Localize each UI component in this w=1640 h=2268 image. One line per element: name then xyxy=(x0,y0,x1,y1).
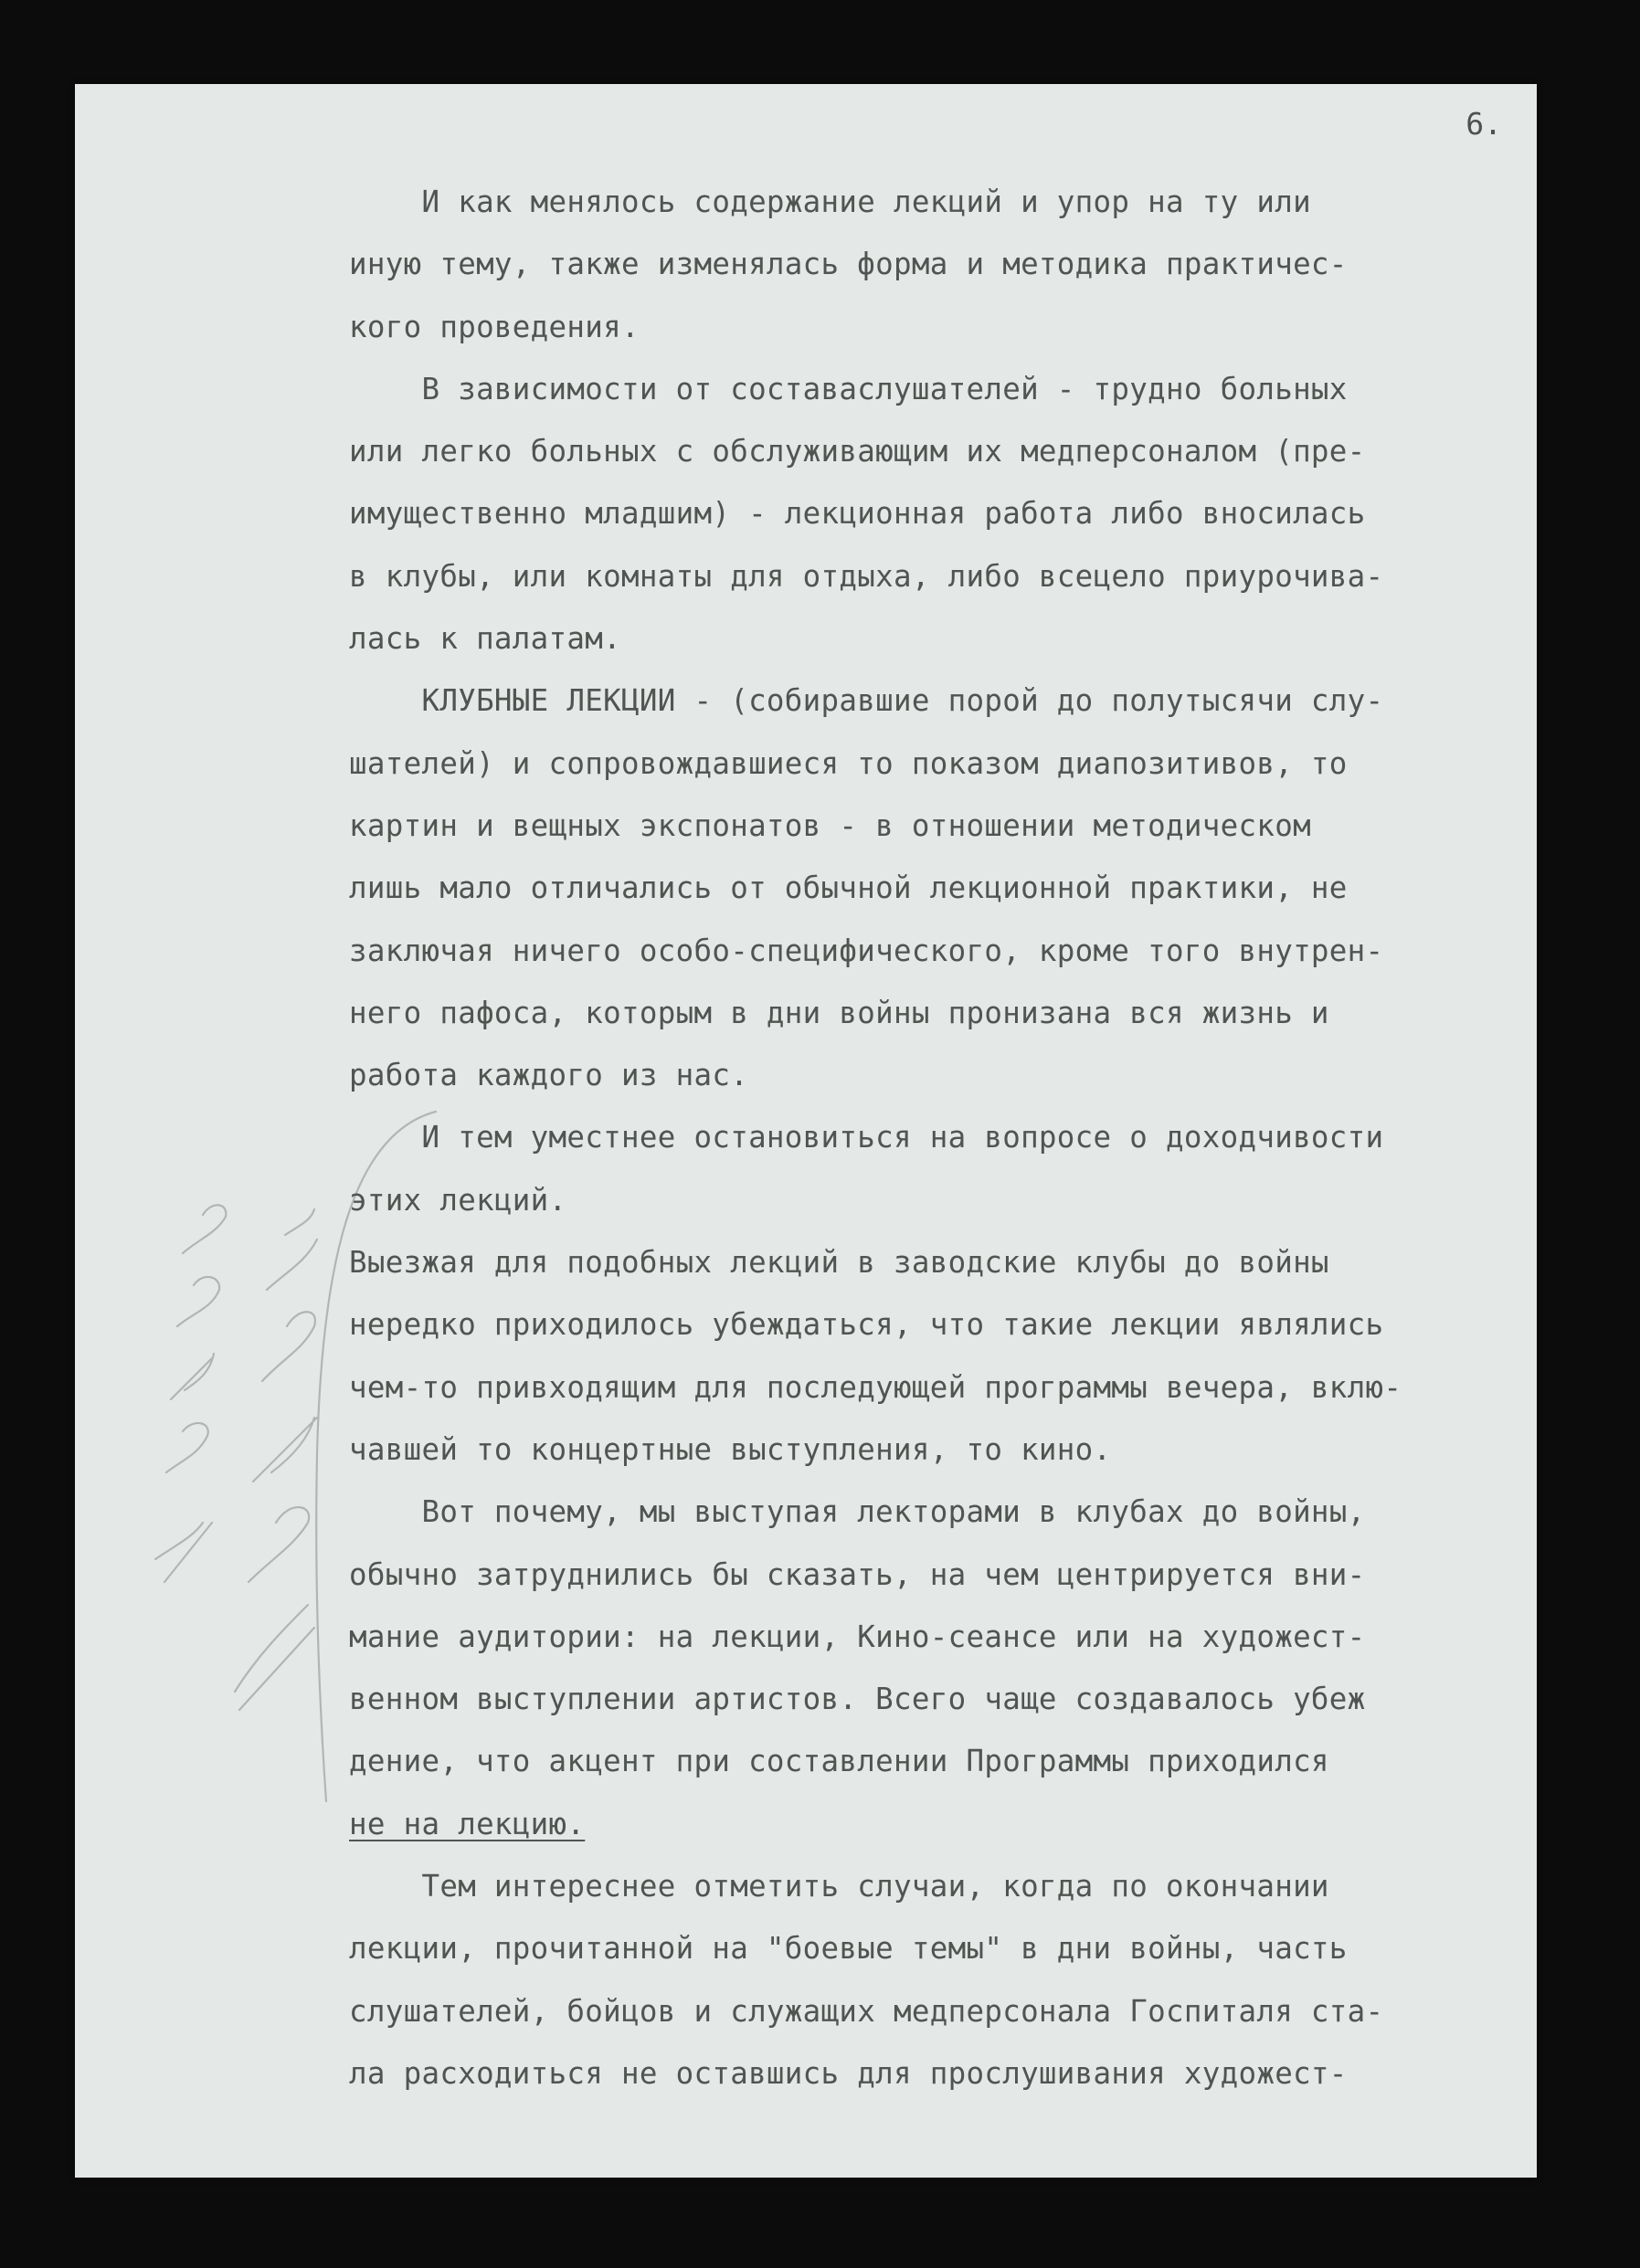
text-line: кого проведения. xyxy=(349,309,640,344)
underlined-line-wrapper xyxy=(349,1793,1537,1855)
text-line: венном выступлении артистов. Всего чаще создавалось убеж xyxy=(349,1682,1366,1717)
text-line: ла расходиться не оставшись для прослушивания художест- xyxy=(349,2055,1348,2091)
text-line: Тем интереснее отметить случаи, когда по окончании xyxy=(349,1869,1329,1904)
text-line: нередко приходилось убеждаться, что такие лекции являлись xyxy=(349,1307,1384,1343)
typewritten-text xyxy=(349,171,1537,2104)
text-line: работа каждого из нас. xyxy=(349,1058,749,1093)
text-line: иную тему, также изменялась форма и методика практичес- xyxy=(349,247,1348,282)
text-line: заключая ничего особо-специфического, кроме того внутрен- xyxy=(349,933,1384,968)
text-line: лекции, прочитанной на "боевые темы" в дни войны, часть xyxy=(349,1931,1348,1967)
text-line: мание аудитории: на лекции, Кино-сеансе или на художест- xyxy=(349,1619,1366,1654)
text-line: И тем уместнее остановиться на вопросе о доходчивости xyxy=(349,1120,1384,1155)
text-line: И как менялось содержание лекций и упор на ту или xyxy=(349,185,1311,219)
text-line: дение, что акцент при составлении Программы приходился xyxy=(349,1744,1329,1779)
text-line: В зависимости от составаслушателей - трудно больных xyxy=(349,371,1348,406)
page-number: 6. xyxy=(1465,106,1502,142)
document-page xyxy=(75,84,1537,2178)
text-line: КЛУБНЫЕ ЛЕКЦИИ - (собиравшие порой до полутысячи слу- xyxy=(349,683,1384,719)
text-line: этих лекций. xyxy=(349,1182,567,1218)
text-line: лась к палатам. xyxy=(349,621,621,657)
text-line: слушателей, бойцов и служащих медперсонала Госпиталя ста- xyxy=(349,1993,1384,2029)
underlined-text-line: не на лекцию. xyxy=(349,1806,586,1841)
text-line: него пафоса, которым в дни войны пронизана вся жизнь и xyxy=(349,995,1329,1030)
text-line: шателей) и сопровождавшиеся то показом диапозитивов, то xyxy=(349,745,1348,781)
text-line: имущественно младшим) - лекционная работа либо вносилась xyxy=(349,496,1366,532)
text-line: лишь мало отличались от обычной лекционной практики, не xyxy=(349,870,1348,906)
text-line: в клубы, или комнаты для отдыха, либо всецело приурочива- xyxy=(349,558,1384,594)
text-line: обычно затруднились бы сказать, на чем центрируется вни- xyxy=(349,1556,1366,1592)
text-line: или легко больных с обслуживающим их медперсоналом (пре- xyxy=(349,434,1366,469)
text-line: Вот почему, мы выступая лекторами в клубах до войны, xyxy=(349,1494,1366,1530)
text-line: чавшей то концертные выступления, то кино. xyxy=(349,1431,1112,1467)
text-line: Выезжая для подобных лекций в заводские клубы до войны xyxy=(349,1245,1329,1281)
text-line: чем-то привходящим для последующей программы вечера, вклю- xyxy=(349,1369,1402,1405)
text-line: картин и вещных экспонатов - в отношении методическом xyxy=(349,807,1311,843)
